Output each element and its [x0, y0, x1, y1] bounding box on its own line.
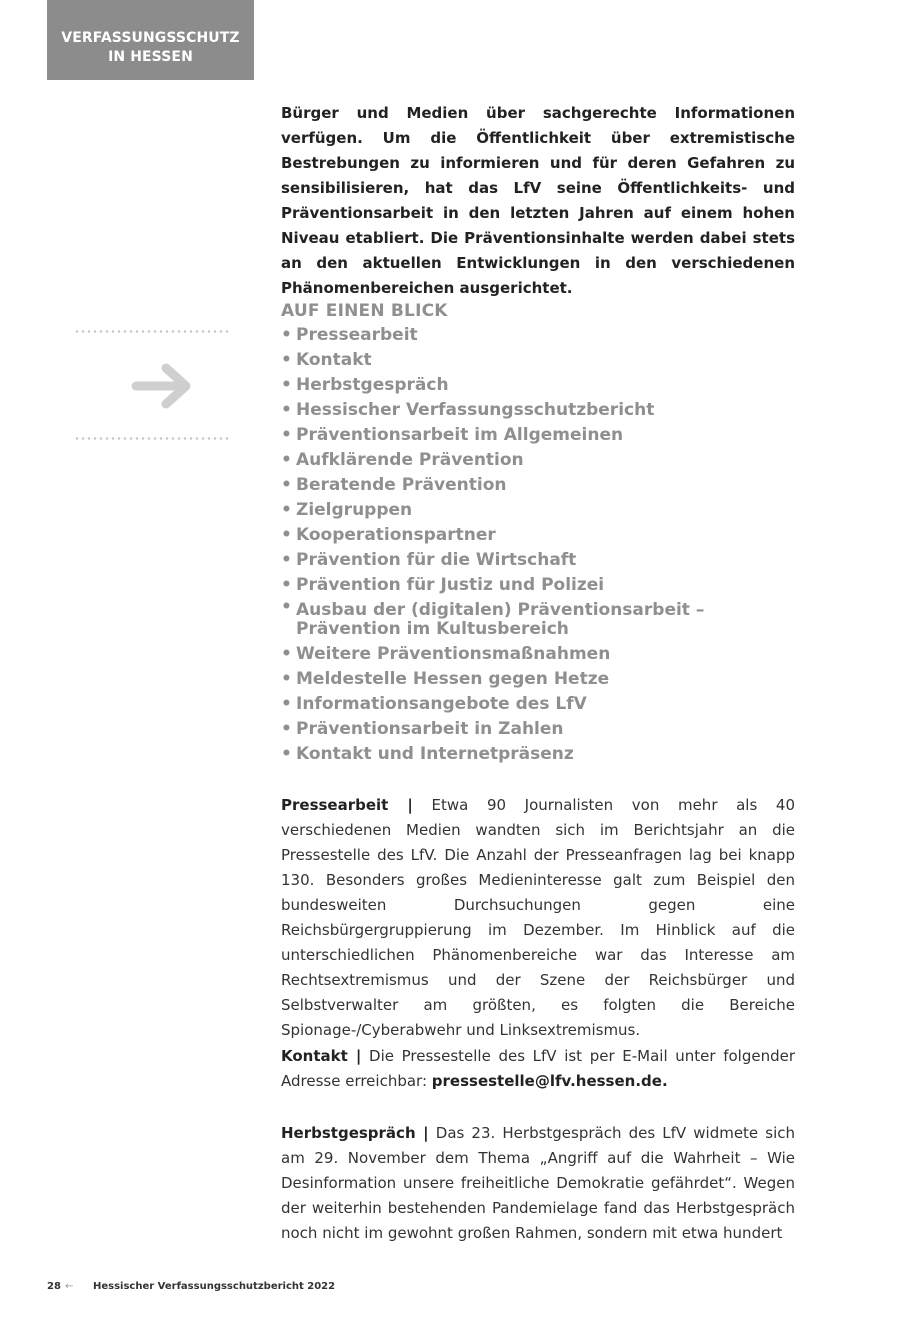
section-lead-kontakt: Kontakt |: [281, 1047, 362, 1065]
at-a-glance-list: [281, 323, 795, 767]
dotted-divider-bottom: [74, 437, 229, 440]
at-a-glance-box: [281, 299, 795, 767]
list-item[interactable]: • Herbstgespräch: [281, 373, 795, 398]
list-item[interactable]: • Hessischer Verfassungsschutzbericht: [281, 398, 795, 423]
section-herbstgespraech: [281, 1121, 795, 1246]
page-footer: [47, 1280, 335, 1294]
list-item[interactable]: • Präventionsarbeit im Allgemeinen: [281, 423, 795, 448]
list-item[interactable]: • Präventionsarbeit in Zahlen: [281, 717, 795, 742]
dotted-divider-top: [74, 330, 229, 333]
list-item[interactable]: • Kontakt und Internetpräsenz: [281, 742, 795, 767]
list-item[interactable]: • Pressearbeit: [281, 323, 795, 348]
list-item[interactable]: • Aufklärende Prävention: [281, 448, 795, 473]
section-lead-pressearbeit: Pressearbeit |: [281, 796, 413, 814]
footer-title: Hessischer Verfassungsschutzbericht 2022: [93, 1281, 336, 1292]
section-text-herbstgespraech: Das 23. Herbstgespräch des LfV widmete sich am 29. November dem Thema „Angriff auf die Wahrheit – Wie Desinformation unsere freiheitliche Demokratie gefährdet“. Wegen der weiterhin bestehenden Pandemielage fand das Herbstgespräch noch nicht im gewohnt großen Rahmen, sondern mit etwa hundert: [281, 1124, 795, 1242]
header-line-1: VERFASSUNGSSCHUTZ: [61, 30, 240, 46]
email-link[interactable]: pressestelle@lfv.hessen.de.: [431, 1072, 668, 1090]
list-item[interactable]: • Meldestelle Hessen gegen Hetze: [281, 667, 795, 692]
section-text-pressearbeit: Etwa 90 Journalisten von mehr als 40 verschiedenen Medien wandten sich im Berichtsjahr an die Pressestelle des LfV. Die Anzahl der Presseanfragen lag bei knapp 130. Besonders großes Medieninteresse galt zum Beispiel den bundesweiten Durchsuchungen gegen eine Reichsbürgergruppierung im Dezember. Im Hinblick auf die unterschiedlichen Phänomenbereiche war das Interesse am Rechtsextremismus und der Szene der Reichsbürger und Selbstverwalter am größten, es folgten die Bereiche Spionage-/Cyberabwehr und Linksextremismus.: [281, 796, 795, 1039]
list-item[interactable]: • Beratende Prävention: [281, 473, 795, 498]
list-item[interactable]: • Weitere Präventionsmaßnahmen: [281, 642, 795, 667]
section-text-kontakt: Die Pressestelle des LfV ist per E-Mail unter folgender Adresse erreichbar:: [281, 1047, 796, 1090]
list-item[interactable]: • Prävention für Justiz und Polizei: [281, 573, 795, 598]
at-a-glance-title: AUF EINEN BLICK: [281, 301, 448, 321]
header-line-2: IN HESSEN: [108, 49, 193, 65]
section-lead-herbstgespraech: Herbstgespräch |: [281, 1124, 429, 1142]
section-header-tag: [47, 0, 254, 80]
arrow-right-icon: [130, 360, 198, 412]
section-kontakt: [281, 1044, 795, 1094]
intro-paragraph-block: [281, 101, 795, 301]
list-item[interactable]: • Ausbau der (digitalen) Präventionsarbeit – Prävention im Kultusbereich: [281, 598, 795, 642]
list-item[interactable]: • Informationsangebote des LfV: [281, 692, 795, 717]
back-arrow-icon[interactable]: ←: [65, 1281, 74, 1292]
intro-paragraph: Bürger und Medien über sachgerechte Informationen verfügen. Um die Öffentlichkeit über extremistische Bestrebungen zu informieren und für deren Gefahren zu sensibilisieren, hat das LfV seine Öffentlichkeits- und Präventionsarbeit in den letzten Jahren auf einem hohen Niveau etabliert. Die Präventionsinhalte werden dabei stets an den aktuellen Entwicklungen in den verschiedenen Phänomenbereichen ausgerichtet.: [281, 104, 795, 297]
list-item[interactable]: • Kontakt: [281, 348, 795, 373]
page-number: 28: [47, 1281, 61, 1292]
list-item[interactable]: • Prävention für die Wirtschaft: [281, 548, 795, 573]
list-item[interactable]: • Zielgruppen: [281, 498, 795, 523]
section-pressearbeit: [281, 793, 795, 1043]
list-item[interactable]: • Kooperationspartner: [281, 523, 795, 548]
